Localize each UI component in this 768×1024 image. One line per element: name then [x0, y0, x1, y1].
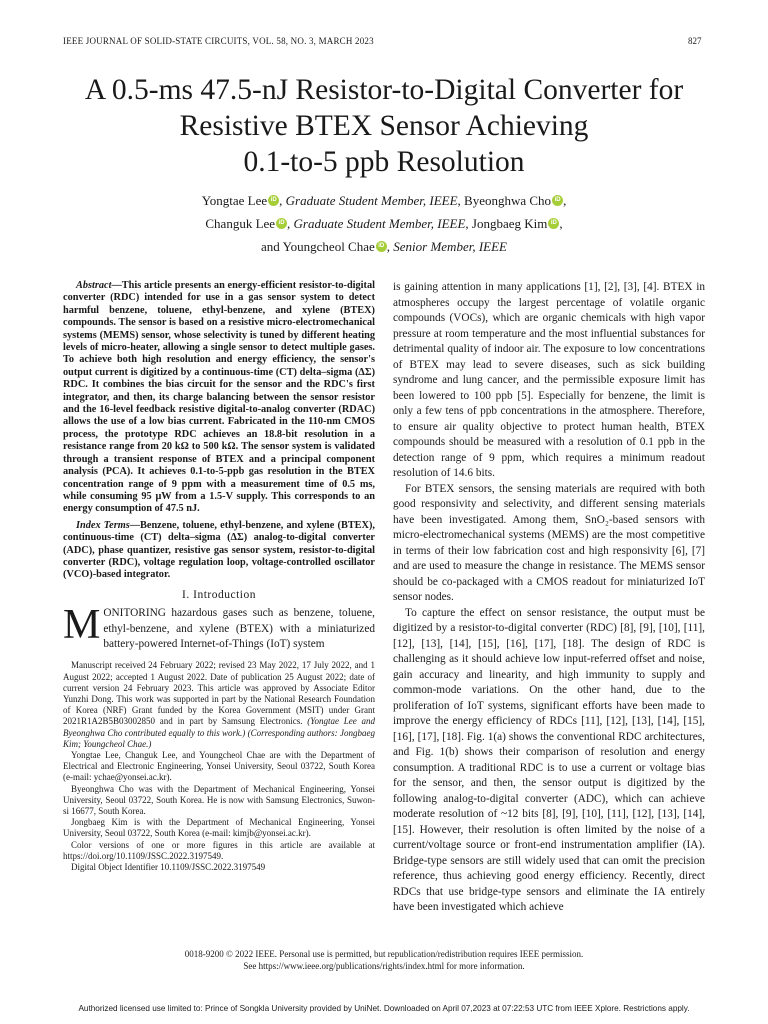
footnote-affiliation: Byeonghwa Cho was with the Department of Mechanical Engineering, Yonsei University, Seoul 03722, South Korea. He is now with Samsung Electronics, Suwon-si 16677, South Korea.: [63, 783, 375, 817]
orcid-icon[interactable]: iD: [376, 241, 387, 252]
title-line-1: A 0.5-ms 47.5-nJ Resistor-to-Digital Converter for: [84, 74, 684, 106]
author-name: Jongbaeg Kim: [471, 216, 548, 231]
intro-paragraph: [63, 602, 375, 652]
footnote-corresponding: (Yongtae Lee and Byeonghwa Cho contributed equally to this work.) (Corresponding authors: Jongbaeg Kim; Youngcheol Chae.): [63, 716, 376, 749]
title-line-2: Resistive BTEX Sensor Achieving: [179, 110, 589, 142]
author-role: Graduate Student Member, IEEE: [285, 193, 458, 208]
body-paragraph: For BTEX sensors, the sensing materials are required with both good responsivity and selectivity, and different sensing materials have been investigated. Among them, SnO₂-based sensors with micro-electromechanical systems (MEMS) are the most competitive in terms of their low fabrication cost and high responsivity [6], [7] and are used to measure the change in resistance. The MEMS sensor should be co-packaged with a CMOS readout for miniaturized IoT sensor nodes.: [393, 482, 705, 603]
author-name: Changuk Lee: [205, 216, 276, 231]
footnote-doi: Digital Object Identifier 10.1109/JSSC.2022.3197549: [71, 862, 266, 873]
author-name: Yongtae Lee: [201, 193, 268, 208]
orcid-icon[interactable]: iD: [548, 218, 559, 229]
body-paragraph: To capture the effect on sensor resistance, the output must be digitized by a resistor-to-digital converter (RDC) [8], [9], [10], [11], [12], [13], [14], [15], [16], [17], [18]. The design of RDC is challenging as it should achieve low input-referred offset and noise, gain accuracy and linearity, and high immunity to supply and common-mode variations. On the other hand, due to the proliferation of IoT systems, significant efforts have been made to improve the energy efficiency of RDCs [11], [12], [13], [14], [15], [16], [17], [18]. Fig. 1(a) shows the conventional RDC architectures, and Fig. 1(b) shows their comparison of resolution and energy consumption. A traditional RDC is to use a current or voltage bias for the sensor, and then, the sensor output is digitized by the following analog-to-digital converter (ADC), which can achieve moderate resolution of ~12 bits [8], [9], [10], [11], [12], [13], [14], [15]. However, their resolution is often limited by the noise of a current/voltage source or front-end instrumentation amplifier (IA). Bridge-type sensors are still widely used that can omit the precision reference, thus achieving good energy efficiency. Recently, direct RDCs that use bridge-type sensors and eliminate the IA entirely have been investigated which achieve: [393, 606, 705, 913]
body-paragraph: is gaining attention in many applications [1], [2], [3], [4]. BTEX in atmospheres occupy the largest percentage of volatile organic compounds (VOCs), which are organic chemicals with high vapor pressure at room temperature and the most influential substances for detrimental quality of indoor air. The exposure to low concentrations of BTEX may lead to severe diseases, such as sick building syndrome and lung cancer, and the permissible exposure limit has been lowered to 100 ppb [5]. Especially for benzene, the limit is only a few tens of ppb concentrations in the atmosphere. Therefore, to ensure air quality objective to protect human health, BTEX compounds should be measured with a resolution of 0.1 ppb in the detection range of 9 ppm, which requires a minimum readout resolution of 14.6 bits.: [393, 281, 705, 479]
footnotes: [63, 660, 375, 873]
left-column: [63, 280, 375, 873]
abstract: Abstract—This article presents an energy-efficient resistor-to-digital converter (RDC) intended for use in a gas sensor system to detect harmful benzene, toluene, ethyl-benzene, and xylene (BTEX) compounds. The sensor is based on a resistive micro-electromechanical systems (MEMS) sensor, whose selectivity is tuned by different heating levels of micro-heater, allowing a single sensor to detect multiple gases. To achieve both high resolution and energy efficiency, the sensor's output current is digitized by a continuous-time (CT) delta–sigma (ΔΣ) RDC. It combines the bias circuit for the sensor and the RDC's first integrator, and then, its charge balancing between the sensor resistor and the 16-level feedback resistive digital-to-analog converter (RDAC) allows the use of a low bias current. Fabricated in the 110-nm CMOS process, the prototype RDC achieves an 18.8-bit resolution in a resistance range from 20 kΩ to 500 kΩ. The sensor system is validated through a transient response of BTEX and a principal component analysis (PCA). It achieves 0.1-to-5-ppb gas resolution in the BTEX concentration range of 9 ppm with a measurement time of 0.5 ms, while consuming 95 μW from a 1.5-V supply. This corresponds to an energy consumption of 47.5 nJ.: [63, 280, 375, 515]
author-line-3: and Youngcheol Chae iD , Senior Member, IEEE: [261, 239, 507, 254]
section-heading: I. Introduction: [182, 588, 256, 601]
intro-text: hazardous gases such as benzene, toluene, ethyl-benzene, and xylene (BTEX) with a miniaturized battery-powered Internet-of-Things (IoT) system: [103, 607, 375, 650]
intro-lead: ONITORING: [103, 607, 166, 620]
rights-link-line: See https://www.ieee.org/publications/rights/index.html for more information.: [243, 961, 525, 971]
drop-cap: M: [63, 602, 101, 649]
running-header: IEEE JOURNAL OF SOLID-STATE CIRCUITS, VOL. 58, NO. 3, MARCH 2023: [63, 36, 374, 46]
author-line-2: Changuk Lee iD , Graduate Student Member, IEEE, Jongbaeg Kim iD ,: [205, 216, 563, 231]
index-terms: Index Terms—Benzene, toluene, ethyl-benzene, and xylene (BTEX), continuous-time (CT) delta–sigma (ΔΣ) analog-to-digital converter (ADC), phase quantizer, resistive gas sensor system, resistor-to-digital converter (RDC), voltage regulation loop, voltage-controlled oscillator (VCO)-based integrator.: [63, 519, 375, 581]
abstract-text: This article presents an energy-efficient resistor-to-digital converter (RDC) intended for use in a gas sensor system to detect harmful benzene, toluene, ethyl-benzene, and xylene (BTEX) compounds. The sensor is based on a resistive micro-electromechanical systems (MEMS) sensor, whose selectivity is tuned by different heating levels of micro-heater, allowing a single sensor to detect multiple gases. To achieve both high resolution and energy efficiency, the sensor's output current is digitized by a continuous-time (CT) delta–sigma (ΔΣ) RDC. It combines the bias circuit for the sensor and the RDC's first integrator, and then, its charge balancing between the sensor resistor and the 16-level feedback resistive digital-to-analog converter (RDAC) allows the use of a low bias current. Fabricated in the 110-nm CMOS process, the prototype RDC achieves an 18.8-bit resolution in a resistance range from 20 kΩ to 500 kΩ. The sensor system is validated through a transient response of BTEX and a principal component analysis (PCA). It achieves 0.1-to-5-ppb gas resolution in the BTEX concentration range of 9 ppm with a measurement time of 0.5 ms, while consuming 95 μW from a 1.5-V supply. This corresponds to an energy consumption of 47.5 nJ.: [63, 280, 375, 515]
orcid-icon[interactable]: iD: [552, 195, 563, 206]
footnote-received-text: Manuscript received 24 February 2022; revised 23 May 2022, 17 July 2022, and 1 August 2022; accepted 1 August 2022. Date of publication 25 August 2022; date of current version 24 February 2023. This article was approved by Associate Editor Yunzhi Dong. This work was supported in part by the National Research Foundation of Korea (NRF) Grant funded by the Korea Government (MSIT) under Grant 2021R1A2B5B03002850 and in part by Samsung Electronics.: [63, 660, 375, 727]
orcid-icon[interactable]: iD: [276, 218, 287, 229]
orcid-icon[interactable]: iD: [268, 195, 279, 206]
paper-title: [40, 72, 728, 180]
title-line-3: 0.1-to-5 ppb Resolution: [243, 146, 525, 178]
license-note: Authorized licensed use limited to: Prince of Songkla University provided by UniNet. Downloaded on April 07,2023 at 07:22:53 UTC from IEEE Xplore. Restrictions apply.: [78, 1004, 690, 1013]
copyright-line: 0018-9200 © 2022 IEEE. Personal use is permitted, but republication/redistribution requires IEEE permission.: [184, 949, 584, 959]
author-role: Senior Member, IEEE: [393, 239, 507, 254]
footnote-affiliation: Yongtae Lee, Changuk Lee, and Youngcheol Chae are with the Department of Electrical and Electronic Engineering, Yonsei University, Seoul 03722, South Korea (e-mail: ychae@yonsei.ac.kr).: [63, 750, 375, 783]
page-number: 827: [688, 36, 702, 46]
author-name: Youngcheol Chae: [282, 239, 375, 254]
index-terms-label: Index Terms: [76, 519, 130, 531]
author-role: Graduate Student Member, IEEE: [293, 216, 466, 231]
author-list: [40, 189, 728, 258]
author-conjunction: and: [261, 239, 280, 254]
footnote-received: [63, 660, 375, 750]
footnote-affiliation: Jongbaeg Kim is with the Department of Mechanical Engineering, Yonsei University, Seoul 03722, South Korea (e-mail: kimjb@yonsei.ac.kr).: [63, 817, 375, 839]
index-terms-text: Benzene, toluene, ethyl-benzene, and xylene (BTEX), continuous-time (CT) delta–sigma (ΔΣ) analog-to-digital converter (ADC), phase quantizer, resistive gas sensor system, resistor-to-digital converter (RDC), voltage regulation loop, voltage-controlled oscillator (VCO)-based integrator.: [63, 519, 375, 581]
author-line-1: Yongtae Lee iD , Graduate Student Member, IEEE, Byeonghwa Cho iD ,: [201, 193, 567, 208]
right-column: [393, 280, 705, 916]
footnote-color: Color versions of one or more figures in this article are available at https://doi.org/10.1109/JSSC.2022.3197549.: [63, 839, 375, 861]
copyright-footer: [40, 948, 728, 972]
abstract-label: Abstract: [76, 280, 112, 291]
author-name: Byeonghwa Cho: [464, 193, 552, 208]
